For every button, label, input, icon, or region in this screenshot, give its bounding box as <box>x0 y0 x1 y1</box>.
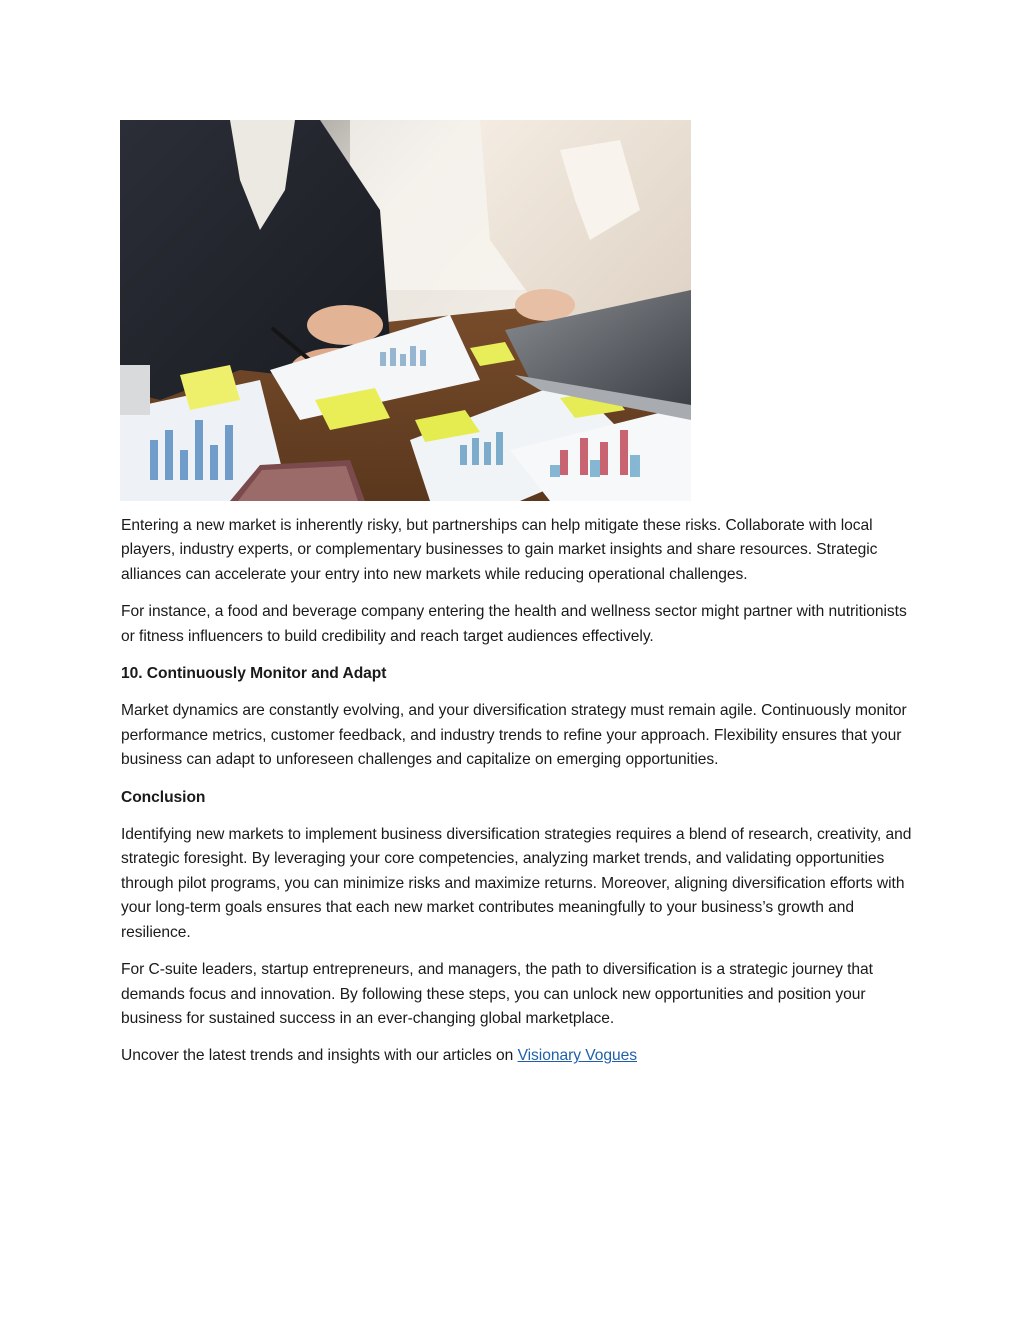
paragraph-conclusion-1: Identifying new markets to implement business diversification strategies requires a blend of research, creativity, and strategic foresight. By leveraging your core competencies, analyzing market trends, and validating opportunities through pilot programs, you can minimize risks and maximize returns. Moreover, aligning diversification efforts with your long-term goals ensures that each new market contributes meaningfully to your business’s growth and resilience. <box>121 826 912 941</box>
paragraph-market-dynamics: Market dynamics are constantly evolving, and your diversification strategy must remain agile. Continuously monitor performance metrics, customer feedback, and industry trends to refine your approach. Flexibility ensures that your business can adapt to unforeseen challenges and capitalize on emerging opportunities. <box>121 702 907 769</box>
article-body <box>121 514 921 1082</box>
paragraph-example: For instance, a food and beverage company entering the health and wellness sector might partner with nutritionists or fitness influencers to build credibility and reach target audiences effectively. <box>121 603 907 645</box>
cta-text: Uncover the latest trends and insights with our articles on <box>121 1047 518 1065</box>
business-meeting-photo <box>120 120 691 501</box>
paragraph-conclusion-2: For C-suite leaders, startup entrepreneurs, and managers, the path to diversification is a strategic journey that demands focus and innovation. By following these steps, you can unlock new opportunities and position your business for sustained success in an ever-changing global marketplace. <box>121 961 873 1027</box>
section-heading-conclusion: Conclusion <box>121 788 206 806</box>
call-to-action <box>121 1044 921 1068</box>
visionary-vogues-link[interactable]: Visionary Vogues <box>517 1047 637 1065</box>
paragraph-partnerships: Entering a new market is inherently risky, but partnerships can help mitigate these risks. Collaborate with local players, industry experts, or complementary businesses to gain market insights and share resources. Strategic alliances can accelerate your entry into new markets while reducing operational challenges. <box>121 517 878 583</box>
section-heading-monitor-adapt: 10. Continuously Monitor and Adapt <box>121 665 387 683</box>
